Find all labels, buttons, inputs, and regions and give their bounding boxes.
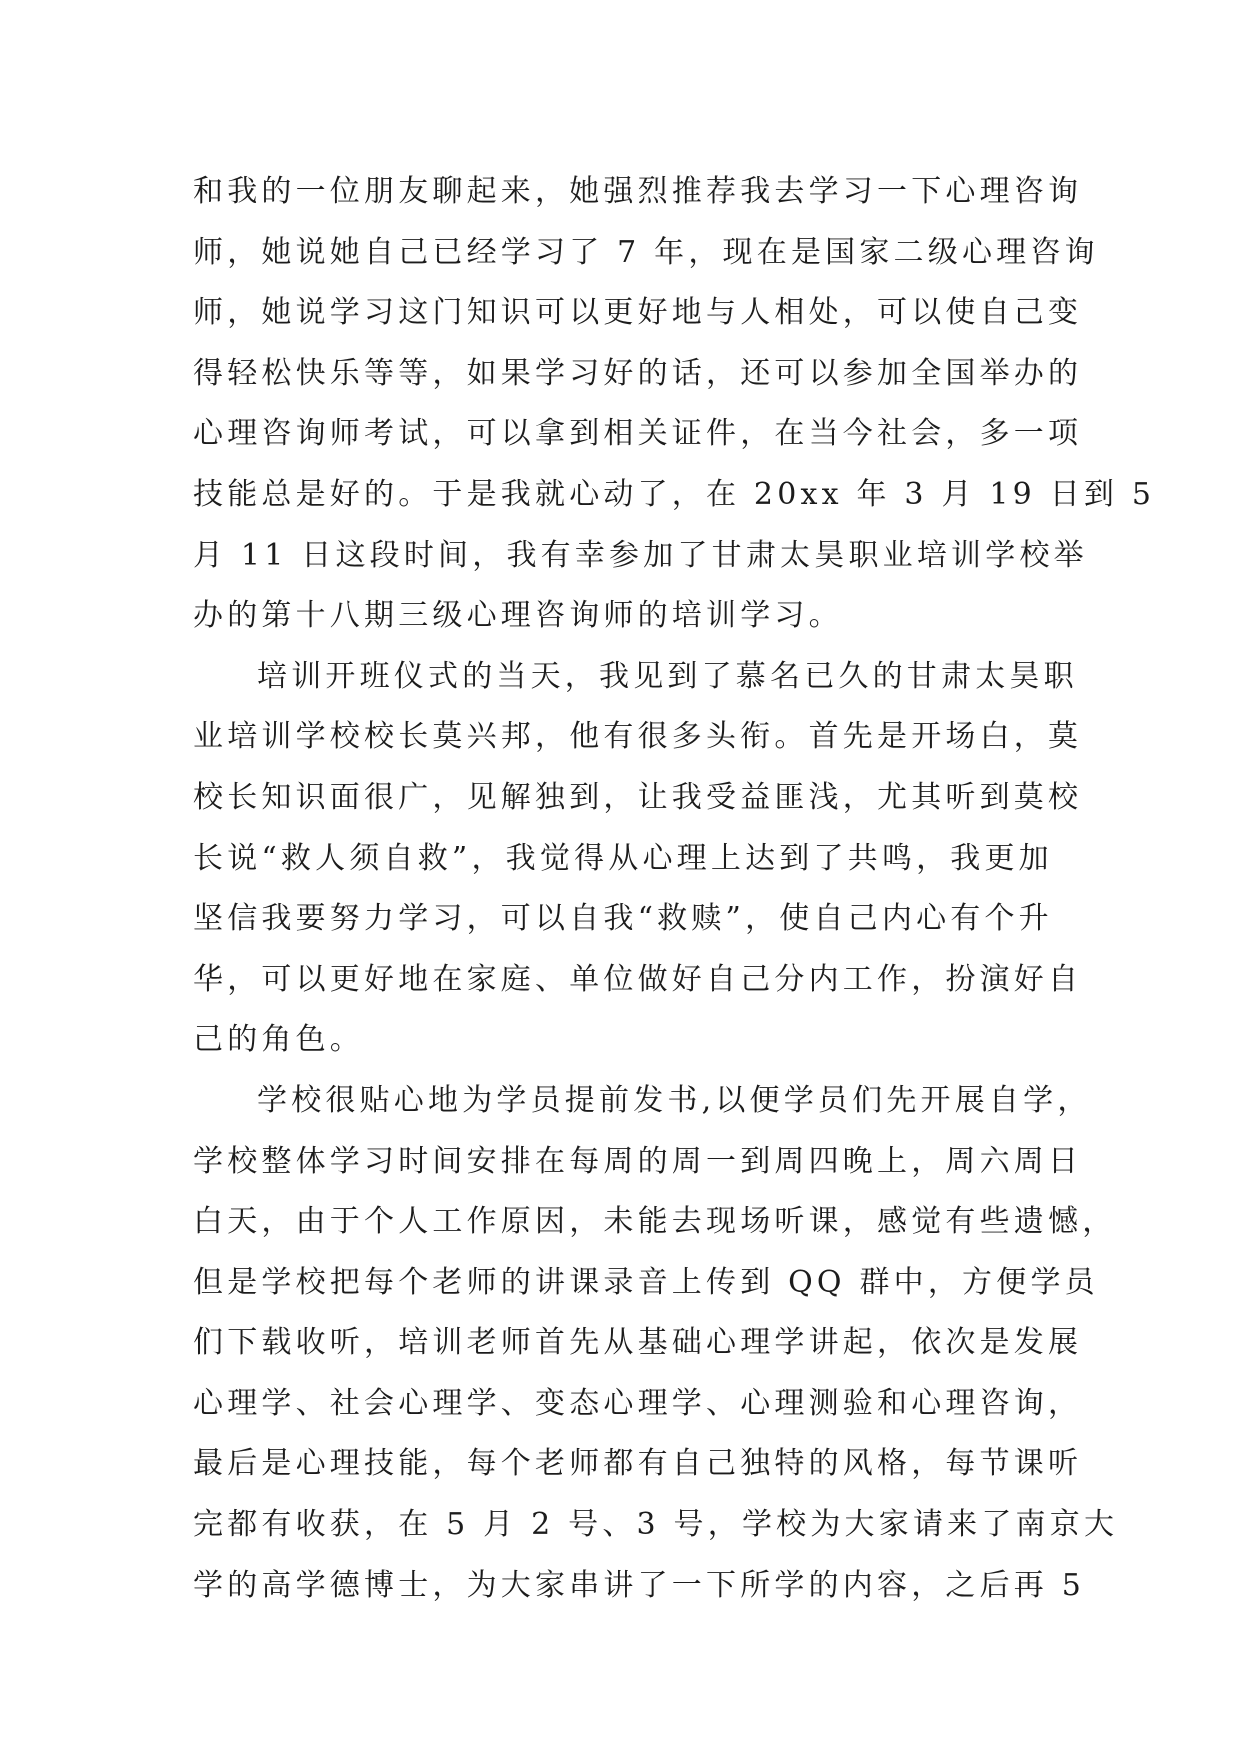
text-line: 完都有收获，在 5 月 2 号、3 号，学校为大家请来了南京大 xyxy=(193,1507,1119,1543)
text-line: 心理学、社会心理学、变态心理学、心理测验和心理咨询， xyxy=(193,1385,1083,1421)
text-line: 白天，由于个人工作原因，未能去现场听课，感觉有些遗憾， xyxy=(193,1204,1117,1240)
paragraph-start-line: 学校很贴心地为学员提前发书,以便学员们先开展自学， xyxy=(257,1082,1092,1118)
text-line: 技能总是好的。于是我就心动了，在 20xx 年 3 月 19 日到 5 xyxy=(193,476,1156,512)
text-line: 月 11 日这段时间，我有幸参加了甘肃太昊职业培训学校举 xyxy=(193,537,1088,573)
text-line: 得轻松快乐等等，如果学习好的话，还可以参加全国举办的 xyxy=(193,355,1083,391)
text-line: 长说“救人须自救”，我觉得从心理上达到了共鸣，我更加 xyxy=(193,840,1053,876)
text-line: 们下载收听，培训老师首先从基础心理学讲起，依次是发展 xyxy=(193,1325,1083,1361)
text-line: 师，她说学习这门知识可以更好地与人相处，可以使自己变 xyxy=(193,295,1083,331)
text-line: 但是学校把每个老师的讲课录音上传到 QQ 群中，方便学员 xyxy=(193,1264,1099,1300)
text-line: 校长知识面很广，见解独到，让我受益匪浅，尤其听到莫校 xyxy=(193,779,1083,815)
text-line: 心理咨询师考试，可以拿到相关证件，在当今社会，多一项 xyxy=(193,416,1083,452)
text-line: 学校整体学习时间安排在每周的周一到周四晚上，周六周日 xyxy=(193,1143,1083,1179)
text-line: 己的角色。 xyxy=(193,1022,364,1058)
body-text xyxy=(193,162,1156,1616)
text-line: 华，可以更好地在家庭、单位做好自己分内工作，扮演好自 xyxy=(193,961,1083,997)
text-line: 坚信我要努力学习，可以自我“救赎”，使自己内心有个升 xyxy=(193,901,1053,937)
text-line: 师，她说她自己已经学习了 7 年，现在是国家二级心理咨询 xyxy=(193,234,1099,270)
text-line: 学的高学德博士，为大家串讲了一下所学的内容，之后再 5 xyxy=(193,1567,1086,1603)
text-line: 办的第十八期三级心理咨询师的培训学习。 xyxy=(193,598,843,634)
text-line: 和我的一位朋友聊起来，她强烈推荐我去学习一下心理咨询 xyxy=(193,174,1083,209)
text-line: 业培训学校校长莫兴邦，他有很多头衔。首先是开场白，莫 xyxy=(193,719,1083,755)
text-line: 最后是心理技能，每个老师都有自己独特的风格，每节课听 xyxy=(193,1446,1083,1482)
paragraph-start-line: 培训开班仪式的当天，我见到了慕名已久的甘肃太昊职 xyxy=(257,658,1078,694)
